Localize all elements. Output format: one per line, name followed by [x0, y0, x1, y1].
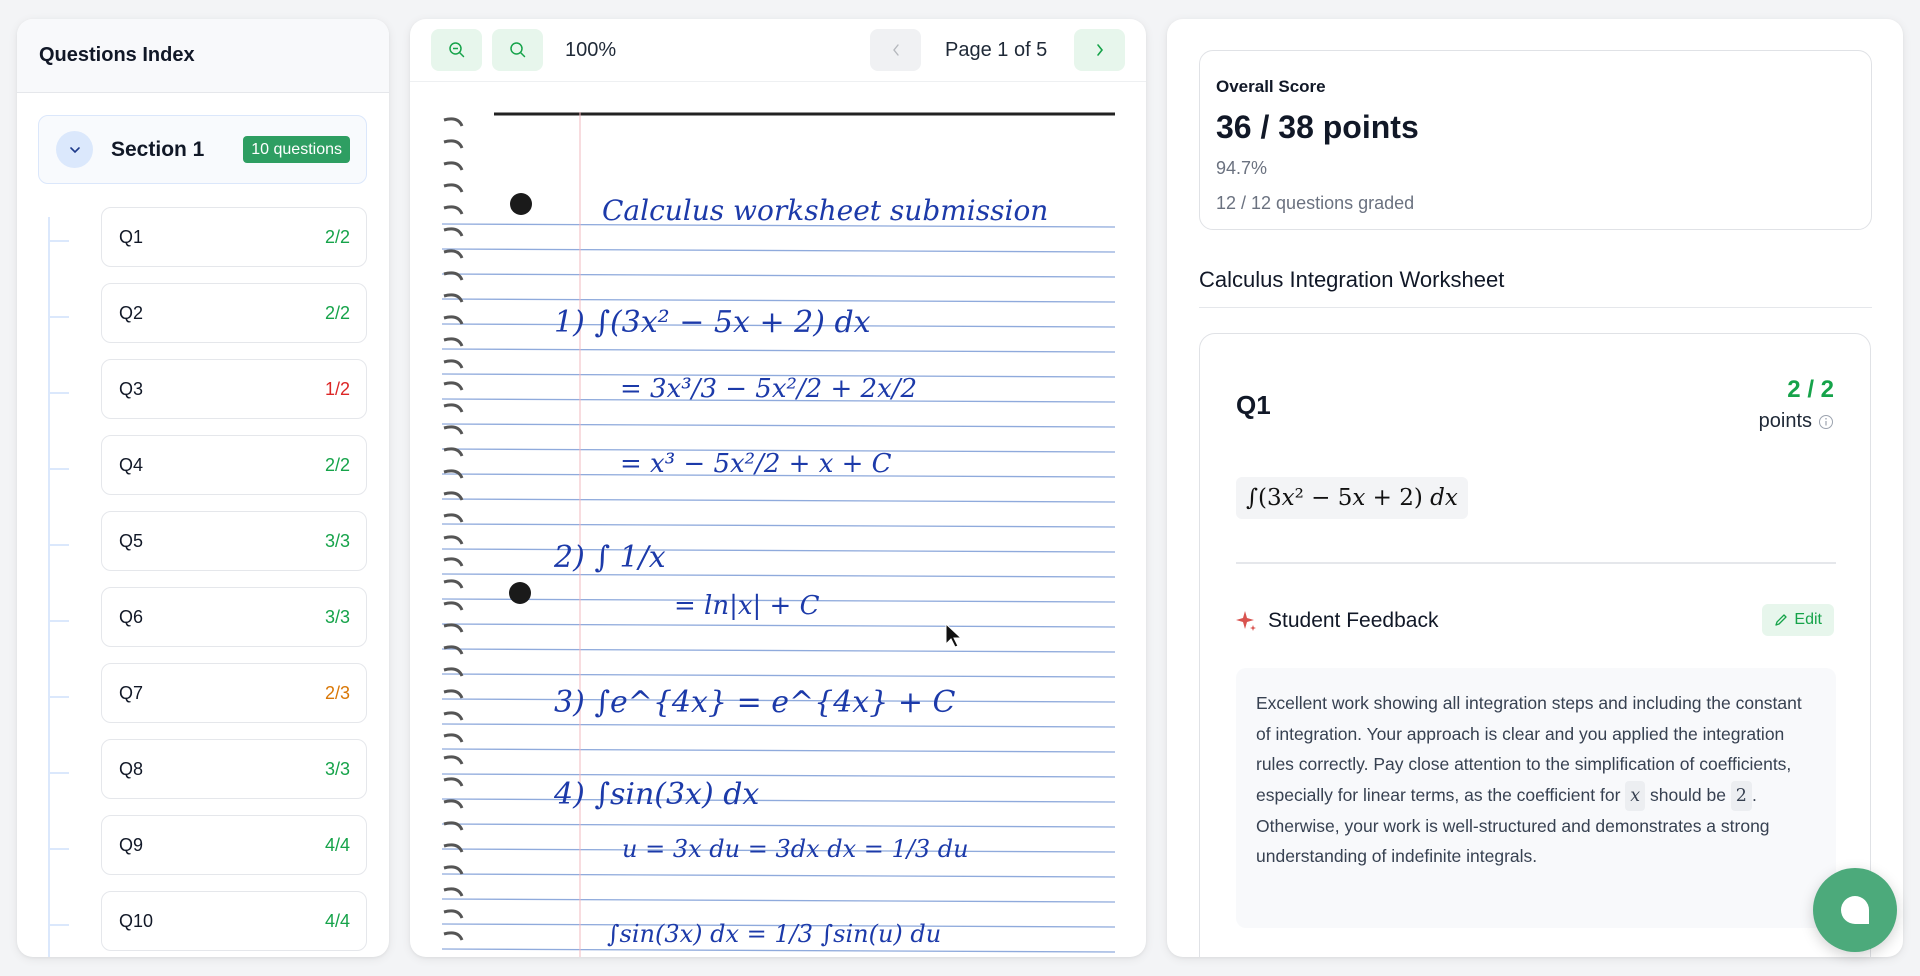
question-label: Q5	[119, 530, 144, 551]
question-label: Q2	[119, 302, 144, 323]
points-label: points	[1758, 410, 1812, 432]
question-score: 1/2	[324, 378, 350, 399]
previous-page-button[interactable]	[870, 29, 921, 71]
question-label: Q6	[119, 606, 144, 627]
next-page-button[interactable]	[1074, 29, 1125, 71]
overall-score-label: Overall Score	[1216, 77, 1326, 96]
document-viewer-panel	[410, 19, 1146, 957]
submission-page-image	[442, 112, 1115, 957]
svg-text:∫sin(3x) dx = 1/3 ∫sin(u) du: ∫sin(3x) dx = 1/3 ∫sin(u) du	[607, 920, 942, 948]
tree-tick	[49, 848, 69, 850]
question-label: Q9	[119, 834, 144, 855]
question-label: Q4	[119, 454, 144, 475]
feedback-title: Student Feedback	[1268, 609, 1439, 632]
question-label: Q7	[119, 682, 144, 703]
question-item-q10[interactable]	[101, 891, 367, 951]
page-indicator: Page 1 of 5	[945, 39, 1048, 61]
tree-tick	[49, 696, 69, 698]
question-score: 2/2	[324, 302, 350, 323]
question-list	[17, 207, 389, 957]
question-score: 2/3	[324, 682, 350, 703]
svg-text:4) ∫sin(3x) dx: 4) ∫sin(3x) dx	[554, 777, 760, 812]
pencil-icon	[1774, 613, 1788, 627]
info-icon[interactable]	[1818, 414, 1834, 430]
viewer-toolbar	[410, 19, 1146, 82]
chevron-down-icon	[68, 145, 82, 155]
worksheet-title: Calculus Integration Worksheet	[1199, 267, 1872, 308]
questions-index-panel	[17, 19, 389, 957]
question-item-q5[interactable]	[101, 511, 367, 571]
questions-graded-count: 12 / 12 questions graded	[1216, 193, 1415, 213]
inline-math: 2	[1731, 781, 1752, 811]
zoom-in-button[interactable]	[492, 29, 543, 71]
question-item-q4[interactable]	[101, 435, 367, 495]
grading-panel	[1167, 19, 1903, 957]
zoom-level: 100%	[565, 39, 617, 61]
inline-math: x	[1625, 781, 1645, 811]
svg-text:= ln|x| + C: = ln|x| + C	[674, 591, 820, 621]
zoom-in-icon	[509, 41, 527, 59]
sparkle-icon	[1236, 610, 1258, 632]
question-title: Q1	[1236, 390, 1271, 420]
question-points	[1759, 376, 1834, 433]
question-detail-card	[1199, 333, 1871, 957]
question-item-q8[interactable]	[101, 739, 367, 799]
handwritten-worksheet	[442, 112, 1115, 957]
chat-button[interactable]	[1813, 868, 1897, 952]
tree-tick	[49, 240, 69, 242]
tree-tick	[49, 392, 69, 394]
question-score: 4/4	[324, 834, 350, 855]
question-score: 3/3	[324, 758, 350, 779]
question-label: Q10	[119, 910, 154, 931]
question-score: 3/3	[324, 606, 350, 627]
question-label: Q8	[119, 758, 144, 779]
overall-score-percent: 94.7%	[1216, 158, 1268, 178]
chevron-right-icon	[1094, 42, 1106, 58]
questions-index-title: Questions Index	[17, 19, 389, 93]
points-value: 2 / 2	[1787, 376, 1834, 403]
chat-bubble-icon	[1838, 893, 1872, 927]
question-count-badge: 10 questions	[243, 136, 350, 163]
question-item-q9[interactable]	[101, 815, 367, 875]
chevron-left-icon	[890, 42, 902, 58]
feedback-text: Excellent work showing all integration steps and including the constant of integration. Your approach is clear and you applied the integration rules correctly. Pay close attention to the simplification of coefficients, especially for linear terms, as the coefficient for x should be 2 . Otherwise, your work is well-structured and demonstrates a strong understanding of indefinite integrals.	[1236, 668, 1836, 928]
question-score: 2/2	[324, 454, 350, 475]
tree-tick	[49, 772, 69, 774]
collapse-section-button[interactable]	[56, 131, 93, 168]
question-item-q1[interactable]	[101, 207, 367, 267]
svg-text:= 3x³/3 − 5x²/2 + 2x/2: = 3x³/3 − 5x²/2 + 2x/2	[620, 374, 918, 404]
tree-tick	[49, 544, 69, 546]
question-label: Q3	[119, 378, 144, 399]
svg-text:2) ∫ 1/x: 2) ∫ 1/x	[554, 540, 666, 575]
overall-score-value: 36 / 38 points	[1216, 109, 1419, 145]
question-item-q7[interactable]	[101, 663, 367, 723]
question-expression: ∫(3 x ² − 5 x + 2) dx	[1236, 477, 1468, 519]
section-title: Section 1	[111, 137, 205, 161]
worksheet-heading: Calculus worksheet submission	[602, 194, 1049, 227]
tree-tick	[49, 924, 69, 926]
section-1-header[interactable]	[38, 115, 367, 184]
tree-tick	[49, 316, 69, 318]
svg-text:1) ∫(3x² − 5x + 2) dx: 1) ∫(3x² − 5x + 2) dx	[554, 305, 871, 340]
edit-label: Edit	[1794, 611, 1822, 628]
question-item-q6[interactable]	[101, 587, 367, 647]
svg-text:= x³ − 5x²/2 + x + C: = x³ − 5x²/2 + x + C	[620, 449, 892, 479]
divider	[1236, 562, 1836, 564]
question-score: 2/2	[324, 226, 350, 247]
question-item-q2[interactable]	[101, 283, 367, 343]
zoom-out-button[interactable]	[431, 29, 482, 71]
question-score: 3/3	[324, 530, 350, 551]
overall-score-card	[1199, 50, 1872, 230]
svg-text:3) ∫e^{4x} = e^{4x} + C: 3) ∫e^{4x} = e^{4x} + C	[554, 685, 956, 720]
edit-feedback-button[interactable]	[1762, 604, 1834, 636]
tree-tick	[49, 620, 69, 622]
feedback-header	[1236, 609, 1438, 633]
question-label: Q1	[119, 226, 144, 247]
question-score: 4/4	[324, 910, 350, 931]
tree-tick	[49, 468, 69, 470]
question-item-q3[interactable]	[101, 359, 367, 419]
svg-text:u = 3x du = 3dx dx = 1/3 d: u = 3x du = 3dx dx = 1/3 du	[622, 835, 969, 863]
zoom-out-icon	[448, 41, 466, 59]
